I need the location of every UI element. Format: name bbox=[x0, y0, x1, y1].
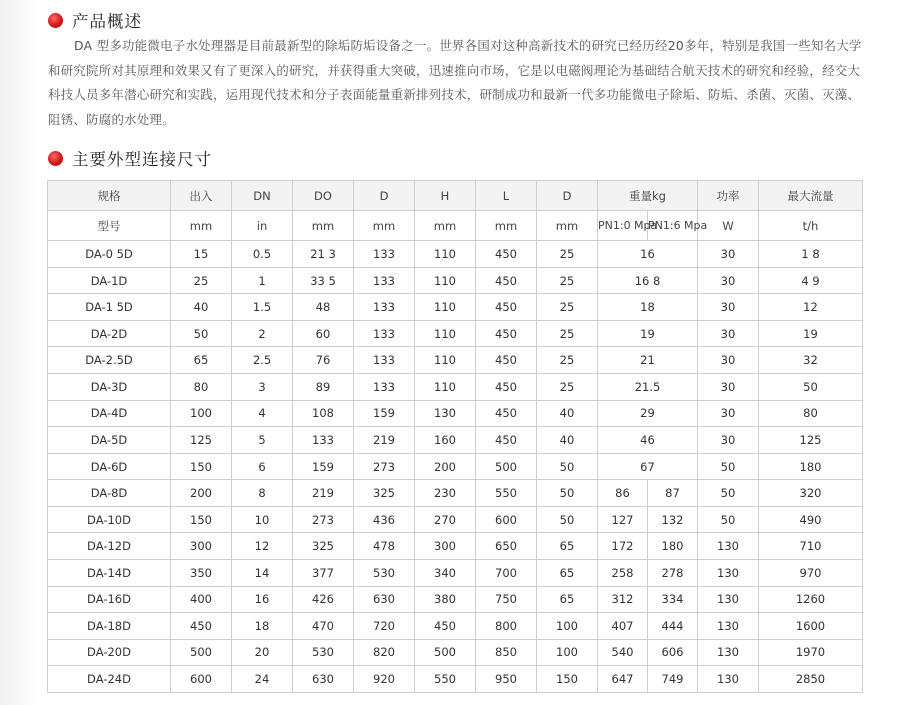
cell-h: 380 bbox=[415, 586, 476, 613]
table-row bbox=[48, 586, 863, 613]
cell-weight-pn10: 647 bbox=[598, 666, 648, 693]
cell-model: DA-4D bbox=[48, 400, 171, 427]
cell-weight-pn16: 180 bbox=[648, 533, 698, 560]
cell-d: 325 bbox=[354, 480, 415, 507]
cell-l: 450 bbox=[476, 294, 537, 321]
cell-d: 720 bbox=[354, 613, 415, 640]
cell-d: 159 bbox=[354, 400, 415, 427]
cell-weight: 67 bbox=[598, 453, 698, 480]
cell-dn: 1.5 bbox=[232, 294, 293, 321]
dimensions-table bbox=[47, 180, 863, 693]
cell-d: 920 bbox=[354, 666, 415, 693]
cell-model: DA-3D bbox=[48, 374, 171, 401]
table-row bbox=[48, 639, 863, 666]
overview-heading: 产品概述 bbox=[72, 12, 142, 31]
cell-model: DA-6D bbox=[48, 453, 171, 480]
cell-weight-pn16: 334 bbox=[648, 586, 698, 613]
cell-flow: 1970 bbox=[759, 639, 863, 666]
cell-weight-pn16: 749 bbox=[648, 666, 698, 693]
cell-power: 30 bbox=[698, 427, 759, 454]
cell-d2: 50 bbox=[537, 480, 598, 507]
unit-cell: mm bbox=[476, 211, 537, 241]
cell-model: DA-16D bbox=[48, 586, 171, 613]
overview-paragraph: DA 型多功能微电子水处理器是目前最新型的除垢防垢设备之一。世界各国对这种高新技术的研究已经历经20多年，特别是我国一些知名大学和研究院所对其原理和效果又有了更深入的研究，并获得重大突破，迅速推向市场，它是以电磁阀理论为基础结合航天技术的研究和经验，经交大科技人员多年潜心研究和实践，运用现代技术和分子表面能量重新排列技术，研制成功和最新一代多功能微电子除垢、防垢、杀菌、灭菌、灭藻、阻锈、防腐的水处理。 bbox=[48, 38, 862, 127]
header-cell: 规格 bbox=[48, 181, 171, 211]
cell-dn: 2 bbox=[232, 320, 293, 347]
cell-d2: 50 bbox=[537, 453, 598, 480]
header-cell-weight: 重量kg bbox=[598, 181, 698, 211]
header-cell: 最大流量 bbox=[759, 181, 863, 211]
cell-d2: 100 bbox=[537, 613, 598, 640]
cell-do: 630 bbox=[293, 666, 354, 693]
header-cell: 功率 bbox=[698, 181, 759, 211]
cell-power: 30 bbox=[698, 374, 759, 401]
cell-inout: 40 bbox=[171, 294, 232, 321]
cell-flow: 4 9 bbox=[759, 267, 863, 294]
cell-h: 110 bbox=[415, 267, 476, 294]
cell-dn: 10 bbox=[232, 506, 293, 533]
cell-d2: 25 bbox=[537, 241, 598, 268]
cell-inout: 350 bbox=[171, 559, 232, 586]
cell-d2: 40 bbox=[537, 427, 598, 454]
cell-model: DA-8D bbox=[48, 480, 171, 507]
cell-d2: 25 bbox=[537, 347, 598, 374]
cell-power: 130 bbox=[698, 639, 759, 666]
cell-inout: 150 bbox=[171, 453, 232, 480]
cell-d: 436 bbox=[354, 506, 415, 533]
unit-cell: mm bbox=[293, 211, 354, 241]
cell-model: DA-2D bbox=[48, 320, 171, 347]
cell-h: 110 bbox=[415, 347, 476, 374]
cell-power: 30 bbox=[698, 400, 759, 427]
dimensions-heading: 主要外型连接尺寸 bbox=[72, 150, 212, 169]
cell-flow: 180 bbox=[759, 453, 863, 480]
table-header-row bbox=[48, 181, 863, 211]
unit-cell: mm bbox=[537, 211, 598, 241]
table-row bbox=[48, 320, 863, 347]
cell-model: DA-0 5D bbox=[48, 241, 171, 268]
table-row bbox=[48, 347, 863, 374]
cell-h: 340 bbox=[415, 559, 476, 586]
cell-l: 650 bbox=[476, 533, 537, 560]
cell-d2: 65 bbox=[537, 586, 598, 613]
cell-dn: 8 bbox=[232, 480, 293, 507]
cell-flow: 32 bbox=[759, 347, 863, 374]
table-row bbox=[48, 241, 863, 268]
cell-flow: 320 bbox=[759, 480, 863, 507]
cell-weight-pn16: 278 bbox=[648, 559, 698, 586]
cell-inout: 65 bbox=[171, 347, 232, 374]
cell-do: 273 bbox=[293, 506, 354, 533]
cell-weight-pn10: 258 bbox=[598, 559, 648, 586]
cell-dn: 1 bbox=[232, 267, 293, 294]
cell-d2: 50 bbox=[537, 506, 598, 533]
unit-cell: in bbox=[232, 211, 293, 241]
cell-power: 30 bbox=[698, 320, 759, 347]
cell-inout: 500 bbox=[171, 639, 232, 666]
cell-do: 33 5 bbox=[293, 267, 354, 294]
cell-d: 133 bbox=[354, 374, 415, 401]
red-bullet-icon bbox=[48, 151, 63, 166]
cell-h: 270 bbox=[415, 506, 476, 533]
cell-h: 230 bbox=[415, 480, 476, 507]
cell-power: 50 bbox=[698, 480, 759, 507]
cell-do: 377 bbox=[293, 559, 354, 586]
cell-l: 450 bbox=[476, 427, 537, 454]
header-cell: DO bbox=[293, 181, 354, 211]
cell-do: 470 bbox=[293, 613, 354, 640]
cell-weight-pn16: 444 bbox=[648, 613, 698, 640]
cell-power: 50 bbox=[698, 506, 759, 533]
cell-power: 130 bbox=[698, 533, 759, 560]
cell-model: DA-14D bbox=[48, 559, 171, 586]
cell-flow: 50 bbox=[759, 374, 863, 401]
header-cell: DN bbox=[232, 181, 293, 211]
cell-do: 133 bbox=[293, 427, 354, 454]
cell-dn: 16 bbox=[232, 586, 293, 613]
cell-l: 450 bbox=[476, 400, 537, 427]
table-row bbox=[48, 666, 863, 693]
cell-do: 426 bbox=[293, 586, 354, 613]
cell-do: 89 bbox=[293, 374, 354, 401]
cell-h: 110 bbox=[415, 320, 476, 347]
table-unit-row bbox=[48, 211, 863, 241]
cell-d: 530 bbox=[354, 559, 415, 586]
cell-inout: 125 bbox=[171, 427, 232, 454]
cell-inout: 15 bbox=[171, 241, 232, 268]
cell-h: 110 bbox=[415, 241, 476, 268]
cell-flow: 1600 bbox=[759, 613, 863, 640]
cell-do: 108 bbox=[293, 400, 354, 427]
table-row bbox=[48, 374, 863, 401]
cell-l: 550 bbox=[476, 480, 537, 507]
header-cell: 出入 bbox=[171, 181, 232, 211]
cell-h: 200 bbox=[415, 453, 476, 480]
cell-inout: 25 bbox=[171, 267, 232, 294]
cell-d2: 40 bbox=[537, 400, 598, 427]
cell-power: 130 bbox=[698, 559, 759, 586]
cell-do: 21 3 bbox=[293, 241, 354, 268]
cell-l: 500 bbox=[476, 453, 537, 480]
cell-h: 500 bbox=[415, 639, 476, 666]
cell-flow: 2850 bbox=[759, 666, 863, 693]
unit-cell-pn16: PN1:6 Mpa bbox=[648, 211, 698, 241]
table-row bbox=[48, 453, 863, 480]
cell-model: DA-18D bbox=[48, 613, 171, 640]
table-row bbox=[48, 400, 863, 427]
cell-flow: 1260 bbox=[759, 586, 863, 613]
cell-power: 130 bbox=[698, 613, 759, 640]
cell-h: 110 bbox=[415, 294, 476, 321]
cell-power: 30 bbox=[698, 294, 759, 321]
table-row bbox=[48, 506, 863, 533]
cell-model: DA-12D bbox=[48, 533, 171, 560]
cell-inout: 50 bbox=[171, 320, 232, 347]
cell-weight: 18 bbox=[598, 294, 698, 321]
cell-weight-pn10: 172 bbox=[598, 533, 648, 560]
cell-do: 76 bbox=[293, 347, 354, 374]
table-row bbox=[48, 427, 863, 454]
cell-do: 219 bbox=[293, 480, 354, 507]
cell-h: 110 bbox=[415, 374, 476, 401]
cell-dn: 12 bbox=[232, 533, 293, 560]
cell-h: 160 bbox=[415, 427, 476, 454]
cell-inout: 150 bbox=[171, 506, 232, 533]
cell-inout: 600 bbox=[171, 666, 232, 693]
cell-model: DA-1D bbox=[48, 267, 171, 294]
cell-weight-pn10: 312 bbox=[598, 586, 648, 613]
cell-weight: 16 8 bbox=[598, 267, 698, 294]
cell-d: 133 bbox=[354, 294, 415, 321]
cell-d: 133 bbox=[354, 267, 415, 294]
cell-d: 478 bbox=[354, 533, 415, 560]
cell-dn: 3 bbox=[232, 374, 293, 401]
cell-inout: 200 bbox=[171, 480, 232, 507]
cell-d: 133 bbox=[354, 320, 415, 347]
cell-flow: 970 bbox=[759, 559, 863, 586]
cell-l: 450 bbox=[476, 374, 537, 401]
cell-h: 450 bbox=[415, 613, 476, 640]
cell-weight: 29 bbox=[598, 400, 698, 427]
table-row bbox=[48, 267, 863, 294]
table-row bbox=[48, 613, 863, 640]
cell-flow: 490 bbox=[759, 506, 863, 533]
cell-h: 550 bbox=[415, 666, 476, 693]
table-row bbox=[48, 480, 863, 507]
cell-model: DA-24D bbox=[48, 666, 171, 693]
cell-model: DA-1 5D bbox=[48, 294, 171, 321]
cell-weight: 16 bbox=[598, 241, 698, 268]
cell-power: 50 bbox=[698, 453, 759, 480]
header-cell: D bbox=[354, 181, 415, 211]
cell-power: 130 bbox=[698, 666, 759, 693]
cell-l: 450 bbox=[476, 241, 537, 268]
cell-l: 850 bbox=[476, 639, 537, 666]
cell-d: 133 bbox=[354, 347, 415, 374]
cell-d: 133 bbox=[354, 241, 415, 268]
cell-d2: 25 bbox=[537, 320, 598, 347]
unit-cell: 型号 bbox=[48, 211, 171, 241]
cell-weight: 19 bbox=[598, 320, 698, 347]
table-row bbox=[48, 533, 863, 560]
cell-d: 820 bbox=[354, 639, 415, 666]
cell-model: DA-2.5D bbox=[48, 347, 171, 374]
cell-l: 450 bbox=[476, 267, 537, 294]
cell-do: 159 bbox=[293, 453, 354, 480]
cell-weight-pn10: 540 bbox=[598, 639, 648, 666]
cell-do: 530 bbox=[293, 639, 354, 666]
header-cell: L bbox=[476, 181, 537, 211]
cell-power: 30 bbox=[698, 241, 759, 268]
cell-l: 600 bbox=[476, 506, 537, 533]
cell-weight: 46 bbox=[598, 427, 698, 454]
cell-l: 450 bbox=[476, 347, 537, 374]
cell-dn: 5 bbox=[232, 427, 293, 454]
cell-weight-pn10: 407 bbox=[598, 613, 648, 640]
cell-weight-pn16: 132 bbox=[648, 506, 698, 533]
cell-d2: 25 bbox=[537, 294, 598, 321]
cell-l: 950 bbox=[476, 666, 537, 693]
cell-l: 450 bbox=[476, 320, 537, 347]
cell-weight-pn16: 606 bbox=[648, 639, 698, 666]
cell-d2: 65 bbox=[537, 559, 598, 586]
cell-power: 30 bbox=[698, 347, 759, 374]
cell-model: DA-5D bbox=[48, 427, 171, 454]
cell-model: DA-20D bbox=[48, 639, 171, 666]
cell-flow: 19 bbox=[759, 320, 863, 347]
cell-inout: 450 bbox=[171, 613, 232, 640]
cell-d2: 25 bbox=[537, 267, 598, 294]
cell-d: 219 bbox=[354, 427, 415, 454]
cell-flow: 710 bbox=[759, 533, 863, 560]
cell-l: 700 bbox=[476, 559, 537, 586]
cell-power: 30 bbox=[698, 267, 759, 294]
cell-do: 48 bbox=[293, 294, 354, 321]
cell-weight: 21 bbox=[598, 347, 698, 374]
cell-inout: 400 bbox=[171, 586, 232, 613]
cell-h: 130 bbox=[415, 400, 476, 427]
cell-inout: 300 bbox=[171, 533, 232, 560]
cell-d2: 65 bbox=[537, 533, 598, 560]
table-row bbox=[48, 294, 863, 321]
cell-do: 325 bbox=[293, 533, 354, 560]
cell-l: 800 bbox=[476, 613, 537, 640]
cell-dn: 20 bbox=[232, 639, 293, 666]
unit-cell: mm bbox=[354, 211, 415, 241]
cell-dn: 18 bbox=[232, 613, 293, 640]
cell-flow: 1 8 bbox=[759, 241, 863, 268]
table-row bbox=[48, 559, 863, 586]
cell-model: DA-10D bbox=[48, 506, 171, 533]
cell-dn: 6 bbox=[232, 453, 293, 480]
red-bullet-icon bbox=[48, 13, 63, 28]
cell-flow: 125 bbox=[759, 427, 863, 454]
cell-weight: 21.5 bbox=[598, 374, 698, 401]
cell-flow: 12 bbox=[759, 294, 863, 321]
unit-cell: t/h bbox=[759, 211, 863, 241]
cell-d: 273 bbox=[354, 453, 415, 480]
overview-section-heading bbox=[48, 8, 142, 32]
unit-cell-pn10: PN1:0 Mpa bbox=[598, 211, 648, 241]
unit-cell: W bbox=[698, 211, 759, 241]
unit-cell: mm bbox=[415, 211, 476, 241]
cell-weight-pn16: 87 bbox=[648, 480, 698, 507]
cell-dn: 14 bbox=[232, 559, 293, 586]
cell-d2: 150 bbox=[537, 666, 598, 693]
cell-flow: 80 bbox=[759, 400, 863, 427]
cell-power: 130 bbox=[698, 586, 759, 613]
cell-dn: 2.5 bbox=[232, 347, 293, 374]
cell-dn: 24 bbox=[232, 666, 293, 693]
cell-dn: 4 bbox=[232, 400, 293, 427]
cell-dn: 0.5 bbox=[232, 241, 293, 268]
cell-l: 750 bbox=[476, 586, 537, 613]
cell-weight-pn10: 86 bbox=[598, 480, 648, 507]
header-cell: D bbox=[537, 181, 598, 211]
cell-weight-pn10: 127 bbox=[598, 506, 648, 533]
cell-d: 630 bbox=[354, 586, 415, 613]
dimensions-section-heading bbox=[48, 146, 212, 170]
unit-cell: mm bbox=[171, 211, 232, 241]
cell-d2: 25 bbox=[537, 374, 598, 401]
cell-inout: 100 bbox=[171, 400, 232, 427]
cell-h: 300 bbox=[415, 533, 476, 560]
cell-inout: 80 bbox=[171, 374, 232, 401]
cell-d2: 100 bbox=[537, 639, 598, 666]
header-cell: H bbox=[415, 181, 476, 211]
cell-do: 60 bbox=[293, 320, 354, 347]
